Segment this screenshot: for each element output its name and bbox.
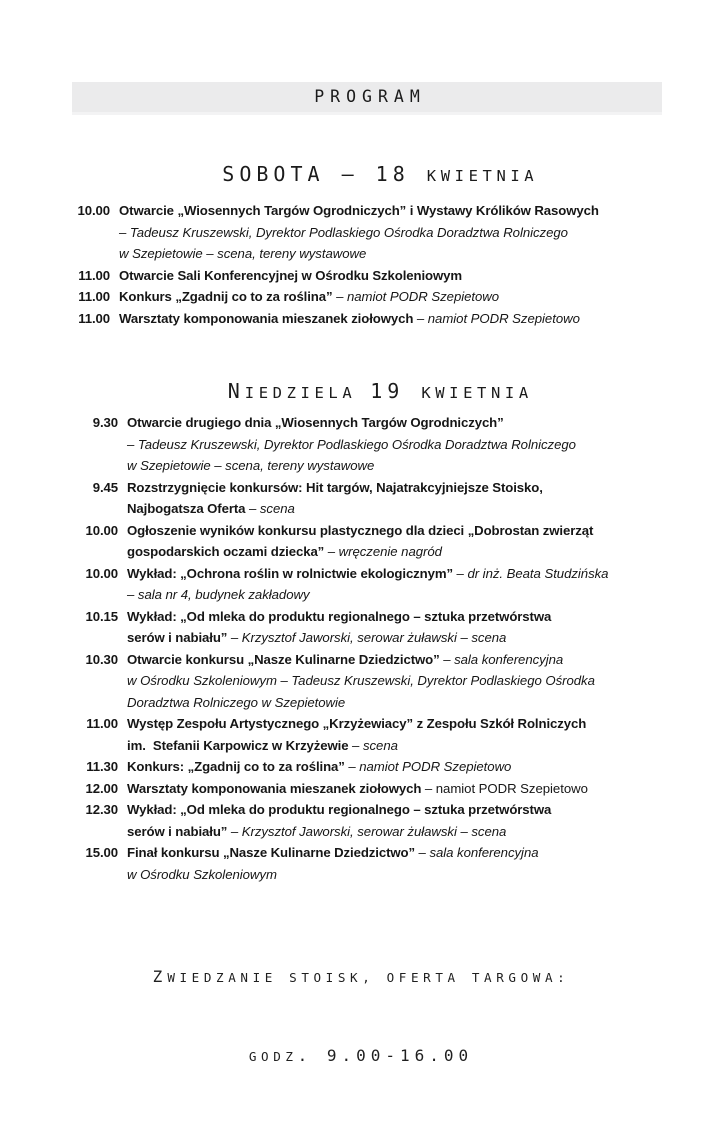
footer-line-2: [0, 1043, 722, 1070]
footer-note: [0, 912, 722, 1122]
day-heading-saturday-lead: SOBOTA – 18: [222, 162, 427, 186]
schedule-entry: [68, 200, 722, 265]
entry-detail-text: – Tadeusz Kruszewski, Dyrektor Podlaskiego Ośrodka Doradztwa Rolniczego: [127, 436, 576, 452]
entry-description: [110, 200, 671, 265]
entry-detail-text: – Krzysztof Jaworski, serowar żuławski – scena: [230, 823, 507, 839]
entry-text-line: [127, 713, 679, 735]
entry-time: 9.45: [92, 479, 118, 495]
day-heading-saturday-month: KWIETNIA: [426, 167, 539, 185]
entry-detail-text: w Ośrodku Szkoleniowym – Tadeusz Kruszewski, Dyrektor Podlaskiego Ośrodka: [127, 673, 595, 688]
entry-title-text: Konkurs „Zgadnij co to za roślina”: [119, 289, 337, 304]
schedule-entry: [68, 308, 722, 330]
entry-title-text: Ogłoszenie wyników konkursu plastycznego dla dzieci „Dobrostan zwierząt: [127, 522, 594, 538]
entry-title-text: Wykład: „Od mleka do produktu regionalnego – sztuka przetwórstwa: [127, 608, 552, 624]
entry-detail-text: – namiot PODR Szepietowo: [424, 780, 588, 796]
entry-detail-text: – Tadeusz Kruszewski, Dyrektor Podlaskiego Ośrodka Doradztwa Rolniczego: [119, 224, 568, 240]
schedule-entry: [76, 477, 722, 520]
entry-description: [118, 649, 679, 714]
program-banner-title: PROGRAM: [314, 86, 426, 106]
entry-text-line: [119, 243, 671, 265]
entry-text-line: [127, 498, 679, 520]
entry-title-text: Otwarcie drugiego dnia „Wiosennych Targów Ogrodniczych”: [127, 415, 504, 430]
schedule-entry: [76, 606, 722, 649]
entry-title-text: Otwarcie Sali Konferencyjnej w Ośrodku Szkoleniowym: [119, 267, 463, 283]
day-heading-sunday-name: IEDZIELA: [244, 384, 371, 402]
entry-title-text: Warsztaty komponowania mieszanek ziołowych: [127, 780, 425, 796]
entry-text-line: [127, 477, 679, 499]
entry-text-line: [127, 821, 679, 843]
entry-time: 15.00: [85, 845, 118, 860]
entry-detail-text: – sala nr 4, budynek zakładowy: [127, 587, 310, 602]
entry-time: 9.30: [92, 415, 118, 430]
entry-text-line: [127, 627, 679, 649]
entry-text-line: [127, 864, 679, 886]
schedule-entry: [76, 756, 722, 778]
schedule-entry: [76, 412, 722, 477]
schedule-entry: [76, 520, 722, 563]
entry-description: [118, 799, 679, 842]
entry-time: 11.00: [78, 310, 110, 326]
entry-text-line: [127, 455, 679, 477]
entry-time: 10.15: [85, 608, 118, 624]
entry-detail-text: – dr inż. Beata Studzińska: [456, 565, 609, 581]
entry-title-text: Finał konkursu „Nasze Kulinarne Dziedzictwo”: [127, 845, 419, 860]
entry-text-line: [127, 842, 679, 864]
entry-detail-text: – namiot PODR Szepietowo: [336, 289, 500, 304]
schedule-sunday: [0, 412, 722, 885]
entry-text-line: [127, 541, 679, 563]
footer-line-1-lead: Z: [152, 967, 168, 986]
entry-time: 11.00: [86, 716, 118, 731]
entry-time: 12.00: [85, 780, 118, 796]
schedule-entry: [76, 842, 722, 885]
entry-detail-text: – Krzysztof Jaworski, serowar żuławski – scena: [230, 630, 507, 645]
entry-detail-text: Doradztwa Rolniczego w Szepietowie: [127, 694, 346, 710]
program-banner: [72, 82, 662, 112]
entry-description: [110, 265, 671, 287]
entry-time: 10.00: [77, 203, 110, 218]
entry-title-text: gospodarskich oczami dziecka”: [127, 544, 328, 559]
schedule-saturday: [0, 200, 722, 329]
entry-detail-text: – namiot PODR Szepietowo: [348, 759, 512, 774]
day-heading-sunday-daynum: 19: [370, 379, 422, 403]
entry-detail-text: – namiot PODR Szepietowo: [416, 310, 580, 326]
schedule-entry: [76, 713, 722, 756]
entry-text-line: [119, 308, 671, 330]
entry-detail-text: – sala konferencyjna: [418, 845, 539, 860]
entry-title-text: Otwarcie konkursu „Nasze Kulinarne Dziedzictwo”: [127, 651, 444, 667]
entry-text-line: [127, 735, 679, 757]
entry-time: 10.00: [85, 565, 118, 581]
entry-description: [110, 286, 671, 308]
entry-text-line: [127, 412, 679, 434]
schedule-entry: [68, 286, 722, 308]
entry-title-text: Występ Zespołu Artystycznego „Krzyżewiacy” z Zespołu Szkół Rolniczych: [127, 716, 587, 731]
entry-time: 11.00: [78, 267, 110, 283]
entry-time: 10.30: [85, 651, 118, 667]
entry-description: [110, 308, 671, 330]
entry-text-line: [127, 778, 679, 800]
day-heading-saturday: [0, 148, 722, 201]
day-heading-sunday: [0, 365, 722, 418]
entry-text-line: [127, 563, 679, 585]
entry-description: [118, 520, 679, 563]
entry-title-text: Najbogatsza Oferta: [127, 501, 249, 516]
entry-title-text: im. Stefanii Karpowicz w Krzyżewie: [127, 737, 353, 753]
entry-text-line: [127, 434, 679, 456]
footer-line-1: [0, 964, 722, 991]
entry-description: [118, 412, 679, 477]
entry-detail-text: w Szepietowie – scena, tereny wystawowe: [127, 458, 375, 473]
entry-time: 11.30: [86, 759, 118, 774]
entry-text-line: [119, 222, 671, 244]
day-heading-sunday-initial: N: [227, 379, 245, 403]
entry-text-line: [119, 265, 671, 287]
entry-text-line: [127, 649, 679, 671]
entry-detail-text: – sala konferencyjna: [443, 651, 564, 667]
entry-text-line: [127, 584, 679, 606]
entry-text-line: [119, 286, 671, 308]
entry-detail-text: – wręczenie nagród: [327, 544, 442, 559]
entry-title-text: Warsztaty komponowania mieszanek ziołowych: [119, 310, 417, 326]
entry-time: 11.00: [78, 289, 110, 304]
entry-time: 12.30: [85, 802, 118, 817]
schedule-entry: [68, 265, 722, 287]
entry-detail-text: w Szepietowie – scena, tereny wystawowe: [119, 246, 367, 261]
entry-title-text: Wykład: „Od mleka do produktu regionalnego – sztuka przetwórstwa: [127, 802, 552, 817]
entry-description: [118, 756, 679, 778]
entry-title-text: Konkurs: „Zgadnij co to za roślina”: [127, 759, 349, 774]
entry-text-line: [127, 670, 679, 692]
entry-detail-text: – scena: [352, 737, 398, 753]
entry-text-line: [127, 692, 679, 714]
entry-text-line: [127, 520, 679, 542]
schedule-entry: [76, 563, 722, 606]
entry-title-text: Rozstrzygnięcie konkursów: Hit targów, Najatrakcyjniejsze Stoisko,: [127, 479, 543, 495]
entry-detail-text: – scena: [248, 501, 295, 516]
entry-description: [118, 606, 679, 649]
entry-title-text: Wykład: „Ochrona roślin w rolnictwie ekologicznym”: [127, 565, 457, 581]
footer-line-1-rest: WIEDZANIE STOISK, OFERTA TARGOWA:: [167, 970, 570, 985]
schedule-entry: [76, 649, 722, 714]
entry-text-line: [127, 799, 679, 821]
entry-text-line: [127, 756, 679, 778]
entry-detail-text: w Ośrodku Szkoleniowym: [127, 866, 277, 882]
entry-description: [118, 842, 679, 885]
entry-description: [118, 713, 679, 756]
entry-description: [118, 778, 679, 800]
footer-line-2-lead: GODZ: [248, 1049, 298, 1064]
day-heading-sunday-month: KWIETNIA: [421, 384, 533, 402]
schedule-entry: [76, 799, 722, 842]
entry-title-text: Otwarcie „Wiosennych Targów Ogrodniczych” i Wystawy Królików Rasowych: [119, 203, 599, 218]
entry-time: 10.00: [85, 522, 118, 538]
schedule-entry: [76, 778, 722, 800]
entry-title-text: serów i nabiału”: [127, 823, 231, 839]
footer-line-2-rest: . 9.00-16.00: [297, 1046, 474, 1065]
entry-title-text: serów i nabiału”: [127, 630, 231, 645]
entry-text-line: [127, 606, 679, 628]
entry-description: [118, 563, 679, 606]
entry-description: [118, 477, 679, 520]
entry-text-line: [119, 200, 671, 222]
